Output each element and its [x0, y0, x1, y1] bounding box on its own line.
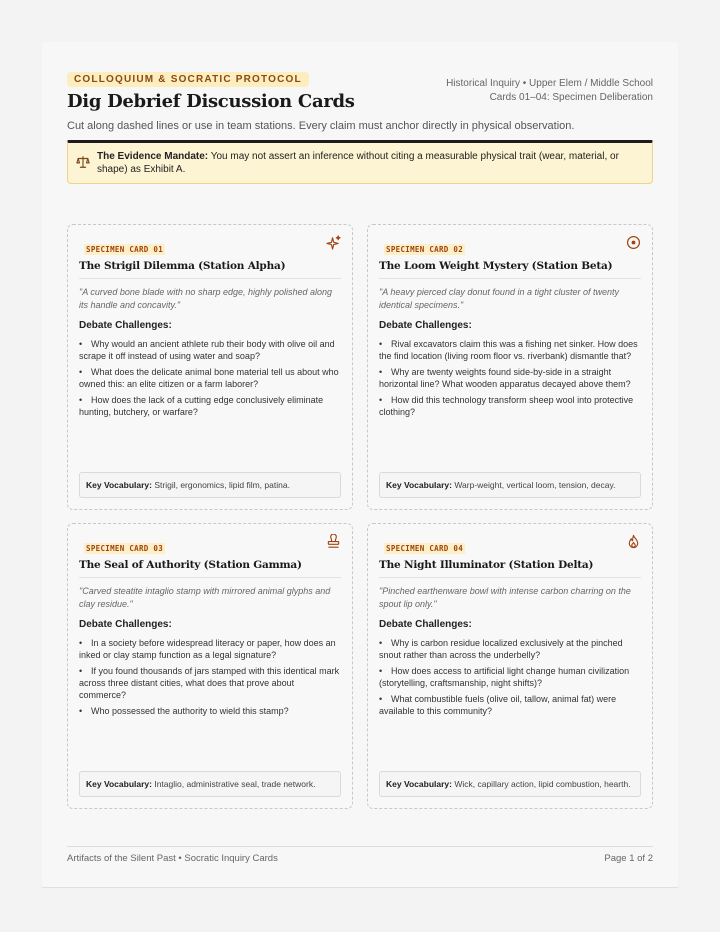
page-number: Page 1 of 2	[604, 853, 653, 864]
challenges-list	[79, 637, 341, 721]
meta-cards-range: Cards 01–04: Specimen Deliberation	[489, 92, 653, 103]
challenge-item: • In a society before widespread literacy or paper, how does an inked or clay stamp function as a legal signature?	[79, 637, 341, 661]
scale-icon	[76, 155, 90, 169]
key-vocabulary	[79, 771, 341, 797]
challenge-item: • What combustible fuels (olive oil, tallow, animal fat) were available to this community?	[379, 693, 641, 717]
page-subtitle: Cut along dashed lines or use in team stations. Every claim must anchor directly in physical observation.	[67, 120, 575, 132]
key-vocabulary	[79, 472, 341, 498]
card-code: SPECIMEN CARD 02	[386, 245, 464, 254]
card-title: The Night Illuminator (Station Delta)	[379, 559, 641, 578]
header-meta	[446, 77, 653, 105]
challenge-item: • Rival excavators claim this was a fishing net sinker. How does the find location (living room floor vs. riverbank) dismantle that?	[379, 338, 641, 362]
challenge-item: • Who possessed the authority to wield this stamp?	[79, 705, 341, 717]
specimen-card-04	[367, 523, 653, 809]
card-quote: "Pinched earthenware bowl with intense carbon charring on the spout lip only."	[379, 586, 631, 609]
target-icon	[626, 235, 641, 250]
challenge-item: • If you found thousands of jars stamped with this identical mark across three distant cities, what does that prove about commerce?	[79, 665, 341, 701]
challenges-label: Debate Challenges:	[379, 320, 472, 331]
vocab-terms: Wick, capillary action, lipid combustion, hearth.	[451, 779, 631, 789]
card-code: SPECIMEN CARD 04	[386, 544, 464, 553]
specimen-card-03	[67, 523, 353, 809]
challenge-item: • How does access to artificial light change human civilization (storytelling, craftsmanship, night shifts)?	[379, 665, 641, 689]
challenges-list	[379, 338, 641, 422]
card-quote: "A heavy pierced clay donut found in a tight cluster of twenty identical specimens."	[379, 287, 619, 310]
challenges-label: Debate Challenges:	[379, 619, 472, 630]
challenges-label: Debate Challenges:	[79, 619, 172, 630]
challenge-item: • Why is carbon residue localized exclusively at the pinched snout rather than across the underbelly?	[379, 637, 641, 661]
key-vocabulary	[379, 472, 641, 498]
challenge-item: • What does the delicate animal bone material tell us about who owned this: an elite citizen or a farm laborer?	[79, 366, 341, 390]
card-code: SPECIMEN CARD 03	[86, 544, 164, 553]
card-quote: "Carved steatite intaglio stamp with mirrored animal glyphs and clay residue."	[79, 586, 331, 609]
challenge-item: • How did this technology transform sheep wool into protective clothing?	[379, 394, 641, 418]
challenge-item: • Why would an ancient athlete rub their body with olive oil and scrape it off instead of using water and soap?	[79, 338, 341, 362]
specimen-card-01	[67, 224, 353, 510]
page-footer	[67, 846, 653, 864]
sparkle-icon	[326, 235, 341, 250]
card-code: SPECIMEN CARD 01	[86, 245, 164, 254]
vocab-label: Key Vocabulary:	[86, 480, 152, 490]
meta-audience: Historical Inquiry • Upper Elem / Middle School	[446, 78, 653, 89]
challenges-list	[379, 637, 641, 721]
mandate-label: The Evidence Mandate:	[97, 151, 209, 162]
challenges-label: Debate Challenges:	[79, 320, 172, 331]
card-title: The Seal of Authority (Station Gamma)	[79, 559, 341, 578]
worksheet-page	[42, 42, 678, 888]
flame-icon	[626, 534, 641, 549]
card-title: The Loom Weight Mystery (Station Beta)	[379, 260, 641, 279]
stamp-icon	[326, 534, 341, 549]
mandate-text	[97, 150, 647, 176]
card-title: The Strigil Dilemma (Station Alpha)	[79, 260, 341, 279]
challenges-list	[79, 338, 341, 422]
footer-title: Artifacts of the Silent Past • Socratic Inquiry Cards	[67, 853, 278, 864]
protocol-badge: COLLOQUIUM & SOCRATIC PROTOCOL	[67, 72, 309, 87]
key-vocabulary	[379, 771, 641, 797]
vocab-terms: Intaglio, administrative seal, trade network.	[151, 779, 316, 789]
vocab-terms: Warp-weight, vertical loom, tension, decay.	[451, 480, 616, 490]
vocab-terms: Strigil, ergonomics, lipid film, patina.	[151, 480, 290, 490]
vocab-label: Key Vocabulary:	[86, 779, 152, 789]
vocab-label: Key Vocabulary:	[386, 480, 452, 490]
card-quote: "A curved bone blade with no sharp edge, highly polished along its handle and concavity."	[79, 287, 333, 310]
evidence-mandate-callout	[67, 140, 653, 184]
vocab-label: Key Vocabulary:	[386, 779, 452, 789]
specimen-card-02	[367, 224, 653, 510]
mandate-body: You may not assert an inference without citing a measurable physical trait (wear, material, or shape) as Exhibit A.	[97, 151, 619, 175]
challenge-item: • Why are twenty weights found side-by-side in a straight horizontal line? What wooden apparatus decayed above them?	[379, 366, 641, 390]
page-title: Dig Debrief Discussion Cards	[67, 91, 355, 112]
challenge-item: • How does the lack of a cutting edge conclusively eliminate hunting, butchery, or warfare?	[79, 394, 341, 418]
